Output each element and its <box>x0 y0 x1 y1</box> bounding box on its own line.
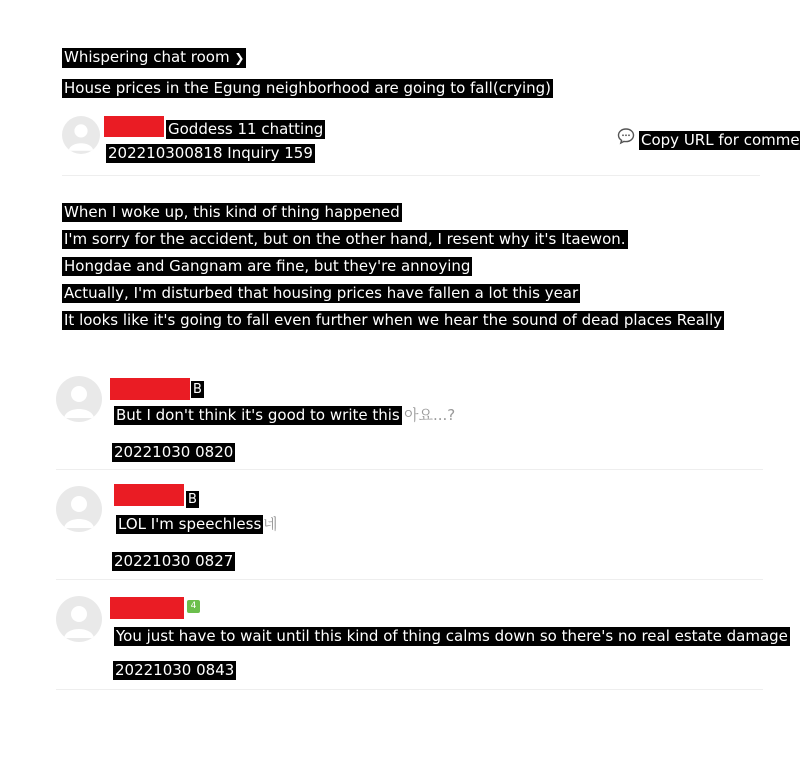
author-avatar[interactable] <box>62 116 100 154</box>
comment-date: 20221030 0820 <box>114 443 234 461</box>
body-line: It looks like it's going to fall even further when we hear the sound of dead places Really <box>64 311 723 329</box>
comment-text-overflow: 아요...? <box>404 406 456 424</box>
comment-text: But I don't think it's good to write this <box>116 406 400 424</box>
commenter-avatar[interactable] <box>56 486 102 532</box>
comment-text-overflow: 네 <box>263 515 278 533</box>
board-name: Whispering chat room <box>64 48 230 66</box>
comment-text: LOL I'm speechless <box>118 515 262 533</box>
user-silhouette-icon <box>56 376 102 422</box>
commenter-avatar[interactable] <box>56 596 102 642</box>
user-silhouette-icon <box>62 116 100 154</box>
commenter-avatar[interactable] <box>56 376 102 422</box>
comment-text: You just have to wait until this kind of thing calms down so there's no real estate damage <box>116 627 788 645</box>
copy-url-button[interactable]: Copy URL for comme <box>641 131 800 149</box>
commenter-name-redacted[interactable] <box>114 484 184 506</box>
commenter-name-redacted[interactable] <box>110 378 190 400</box>
body-line: When I woke up, this kind of thing happened <box>64 203 400 221</box>
chevron-right-icon: ❯ <box>234 51 245 65</box>
comment-date: 20221030 0843 <box>115 661 235 679</box>
header-divider <box>62 175 760 176</box>
comment-bubble-icon[interactable] <box>617 127 635 145</box>
user-silhouette-icon <box>56 486 102 532</box>
commenter-tag: B <box>193 382 202 397</box>
post-title: House prices in the Egung neighborhood are going to fall(crying) <box>64 79 552 97</box>
board-link[interactable] <box>62 48 246 68</box>
commenter-tag: B <box>188 492 197 507</box>
commenter-name-redacted[interactable] <box>110 597 184 619</box>
user-silhouette-icon <box>56 596 102 642</box>
comment-date: 20221030 0827 <box>114 552 234 570</box>
body-line: I'm sorry for the accident, but on the other hand, I resent why it's Itaewon. <box>64 230 626 248</box>
author-name-redacted[interactable] <box>104 116 164 137</box>
comment-divider <box>56 469 763 470</box>
comment-divider <box>56 579 763 580</box>
author-level: Goddess 11 chatting <box>168 120 324 138</box>
post-meta: 202210300818 Inquiry 159 <box>108 144 313 162</box>
body-line: Actually, I'm disturbed that housing prices have fallen a lot this year <box>64 284 579 302</box>
body-line: Hongdae and Gangnam are fine, but they're annoying <box>64 257 471 275</box>
commenter-level-badge: 4 <box>187 600 200 613</box>
comment-divider <box>56 689 763 690</box>
